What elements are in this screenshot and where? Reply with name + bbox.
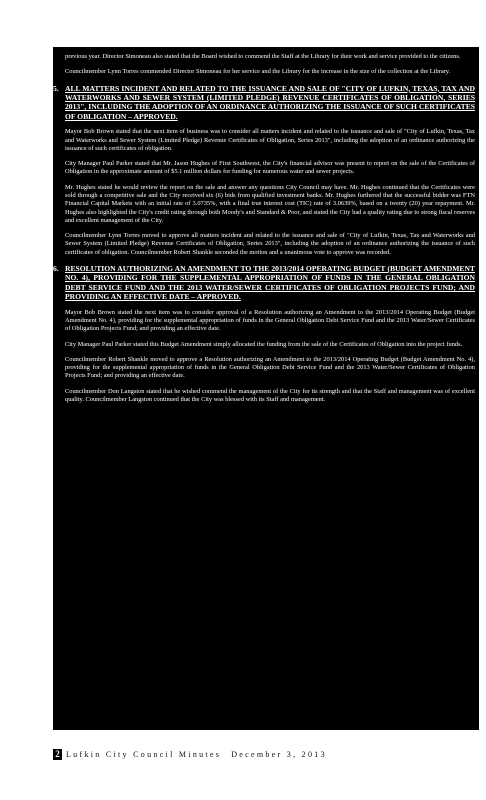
paragraph: Mayor Bob Brown stated that the next item of business was to consider all matters incident and related to the issuance and sale of "City of Lufkin, Texas, Tax and Waterworks and Sewer System (Limited Pledge) Revenue Certificates of Obligation, Series 2013", including the adoption of an ordinance authorizing the issuance of such certificates of obligation. [65,128,475,152]
paragraph: Councilmember Don Langston stated that he wished commend the management of the City for its strength and that the Staff and management was of excellent quality. Councilmember Langston continued that the City was blessed with its Staff and management. [65,387,475,404]
minutes-body [53,47,479,730]
agenda-item-5 [53,83,475,122]
paragraph: Mayor Bob Brown stated the next item was to consider approval of a Resolution authorizing an Amendment to the 2013/2014 Operating Budget (Budget Amendment No. 4), providing for the supplemental appropriation of funds in the General Obligation Debt Service Fund and the 2013 Water/Sewer Certificates of Obligation Projects Fund; and providing an effective date. [65,308,475,333]
item-number: 5. [53,83,59,93]
paragraph: Councilmember Robert Shankle moved to approve a Resolution authorizing an Amendment to the 2013/2014 Operating Budget (Budget Amendment No. 4), providing for the supplemental appropriation of funds in the General Obligation Debt Service Fund and the 2013 Water/Sewer Certificates of Obligation Projects Fund; and providing an effective date. [65,355,475,380]
paragraph: City Manager Paul Parker stated that Mr. Jason Hughes of First Southwest, the City's financial advisor was present to report on the sale of the Certificates of Obligation in the approximate amount of $5.1 million dollars for funding for numerous water and sewer projects. [65,160,475,176]
item-heading: ALL MATTERS INCIDENT AND RELATED TO THE ISSUANCE AND SALE OF "CITY OF LUFKIN, TEXAS, TAX AND WATERWORKS AND SEWER SYSTEM (LIMITED PLEDGE) REVENUE CERTIFICATES OF OBLIGATION, SERIES 2013", INCLUDING THE ADOPTION OF AN ORDINANCE AUTHORIZING THE ISSUANCE OF SUCH CERTIFICATES OF OBLIGATION – APPROVED. [65,83,475,121]
paragraph: Councilmember Lynn Torres moved to approve all matters incident and related to the issuance and sale of "City of Lufkin, Texas, Tax and Waterworks and Sewer System (Limited Pledge) Revenue Certificates of Obligation, Series 2013", including the adoption of an ordinance authorizing the issuance of such certificates of obligation. Councilmember Robert Shankle seconded the motion and a unanimous vote to approve was recorded. [65,232,475,256]
paragraph-continued: previous year. Director Simoneau also stated that the Board wished to commend the Staff at the Library for their work and service provided to the citizens. [65,53,461,60]
item-heading: RESOLUTION AUTHORIZING AN AMENDMENT TO THE 2013/2014 OPERATING BUDGET (BUDGET AMENDMENT NO. 4), PROVIDING FOR THE SUPPLEMENTAL APPROPRIATION OF FUNDS IN THE GENERAL OBLIGATION DEBT SERVICE FUND AND THE 2013 WATER/SEWER CERTIFICATES OF OBLIGATION PROJECTS FUND; AND PROVIDING AN EFFECTIVE DATE – APPROVED. [65,264,475,302]
footer-title: Lufkin City Council Minutes [66,749,222,759]
paragraph: City Manager Paul Parker stated this Budget Amendment simply allocated the funding from the sale of the Certificates of Obligation into the project funds. [65,340,463,348]
paragraph: Councilmember Lynn Torres commended Director Simoneau for her service and the Library for the increase in the size of the collection at the Library. [65,68,451,76]
item-number: 6. [53,264,59,274]
footer-date: December 3, 2013 [231,749,327,759]
paragraph: Mr. Hughes stated he would review the report on the sale and answer any questions City Council may have. Mr. Hughes continued that the Certificates were sold through a competitive sale and the City received six (6) bids from qualified investment banks. Mr. Hughes furthered that the successful bidder was FTN Financial Capital Markets with an initial rate of 3.0735%, with a final true interest cost (TIC) rate of 3.0639%, based on a twenty (20) year repayment. Mr. Hughes also highlighted the City's credit rating through both Moody's and Standard & Poor, and stated the City had a quality rating due to strong fiscal reserves and excellent management of the City. [65,183,475,224]
page-footer [53,748,327,760]
agenda-item-6 [53,264,475,302]
page-number: 2 [53,749,62,760]
